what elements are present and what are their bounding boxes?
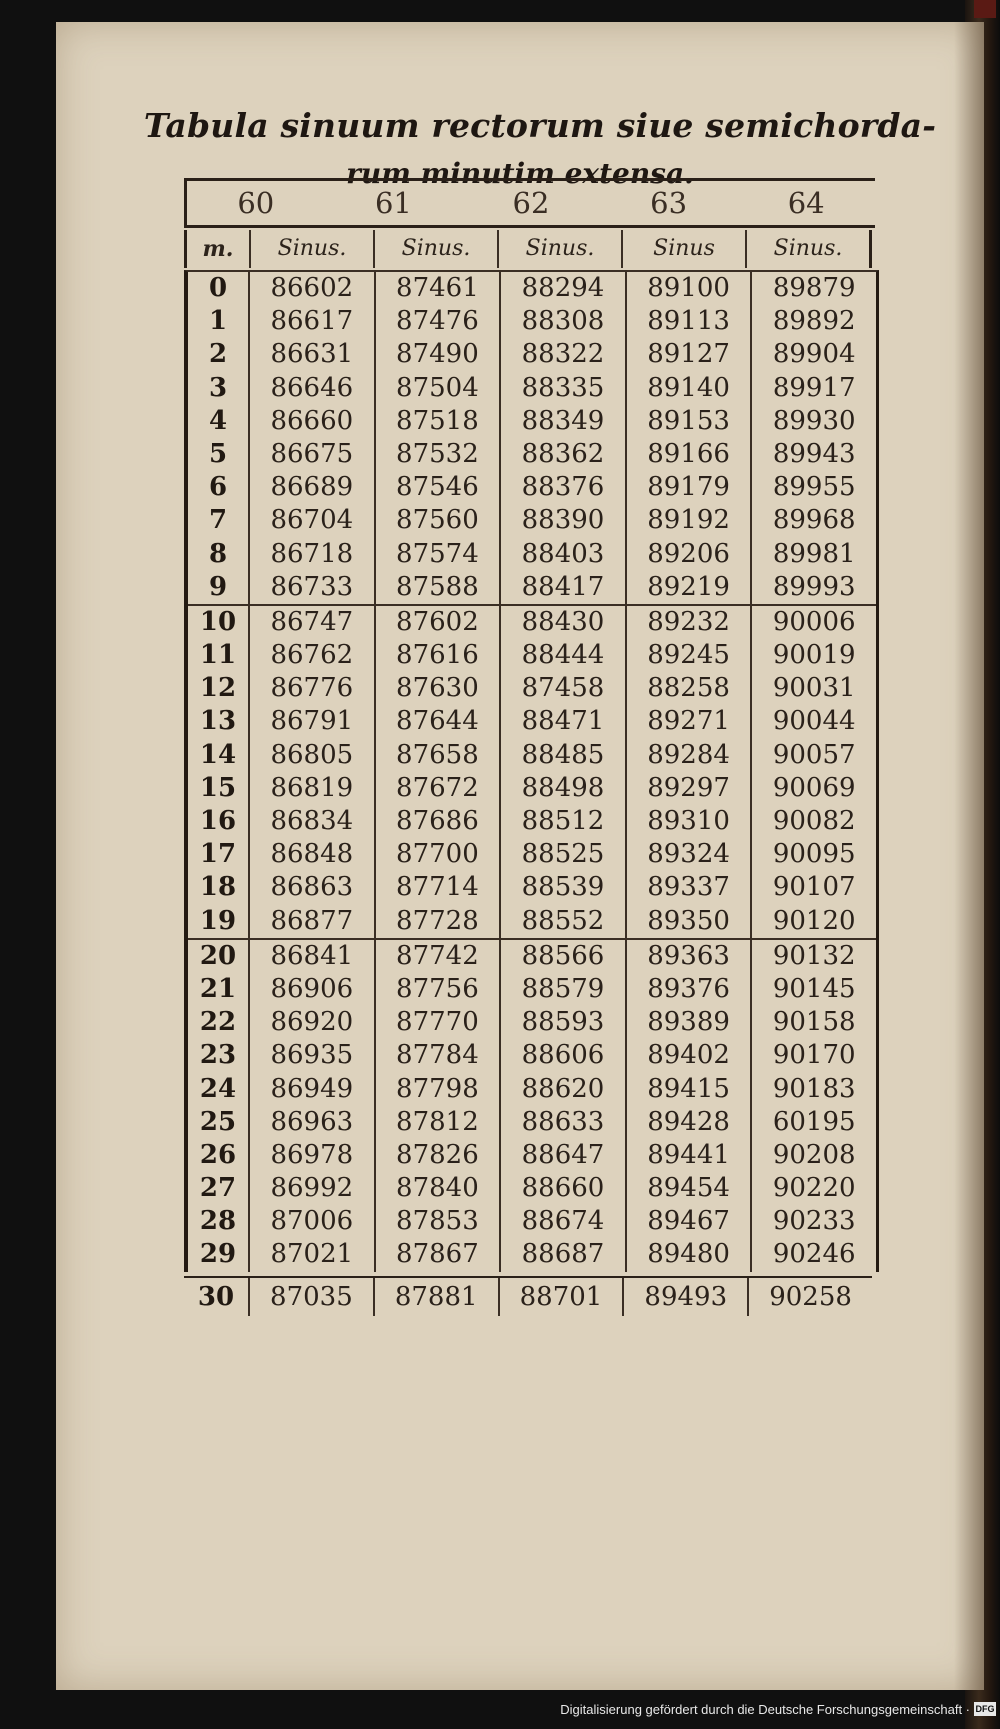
table-row [188, 1039, 876, 1072]
sine-value-cell: 88579 [499, 973, 625, 1006]
sine-value-cell: 87756 [374, 973, 500, 1006]
minute-cell: 8 [208, 538, 228, 569]
sine-value-cell: 87644 [374, 705, 500, 738]
sine-value-cell: 86704 [248, 504, 374, 537]
minute-cell: 27 [199, 1173, 237, 1204]
sine-value-cell: 87840 [374, 1172, 500, 1205]
sine-value-cell: 89324 [625, 838, 751, 871]
sine-value-cell: 88294 [499, 272, 625, 305]
digitization-footer [0, 1700, 1000, 1720]
sine-value-cell: 88390 [499, 504, 625, 537]
sine-value-cell: 86747 [248, 606, 374, 639]
sine-value-cell: 86863 [248, 871, 374, 904]
degree-label: 60 [237, 186, 275, 220]
sine-value-cell: 90158 [750, 1006, 876, 1039]
sine-value-cell: 89166 [625, 438, 751, 471]
sine-value-cell: 89943 [750, 438, 876, 471]
sine-value-cell: 88552 [499, 905, 625, 938]
table-row [188, 672, 876, 705]
table-row [188, 504, 876, 537]
sine-value-cell: 90208 [750, 1139, 876, 1172]
sine-value-cell: 87588 [374, 571, 500, 604]
sine-value-cell: 89441 [625, 1139, 751, 1172]
sine-value-cell: 90246 [750, 1238, 876, 1271]
sine-value-cell: 87770 [374, 1006, 500, 1039]
table-row [188, 1006, 876, 1039]
sine-value-cell: 86935 [248, 1039, 374, 1072]
sine-value-cell: 88485 [499, 739, 625, 772]
sine-value-cell: 87867 [374, 1238, 500, 1271]
sine-value-cell: 89297 [625, 772, 751, 805]
sine-value-cell: 89179 [625, 471, 751, 504]
sine-value-cell: 86906 [248, 973, 374, 1006]
table-row [188, 1205, 876, 1238]
sine-value-cell: 88674 [499, 1205, 625, 1238]
sinus-header: Sinus. [251, 230, 375, 268]
sine-value-cell: 87458 [499, 672, 625, 705]
table-row [188, 1238, 876, 1271]
sine-value-cell: 87574 [374, 538, 500, 571]
minute-cell: 21 [199, 973, 237, 1004]
sine-value-cell: 86675 [248, 438, 374, 471]
sine-value-cell: 86834 [248, 805, 374, 838]
minute-cell: 14 [199, 739, 237, 770]
sine-value-cell: 87812 [374, 1106, 500, 1139]
table-row [188, 838, 876, 871]
sine-value-cell: 87006 [248, 1205, 374, 1238]
sine-value-cell: 90258 [747, 1278, 872, 1316]
sine-value-cell: 90044 [750, 705, 876, 738]
title-line-2: rum minutim extensa. [346, 157, 694, 190]
sinus-header: Sinus [623, 230, 747, 268]
sine-value-cell: 89100 [625, 272, 751, 305]
sine-value-cell: 86805 [248, 739, 374, 772]
sine-value-cell: 90233 [750, 1205, 876, 1238]
sine-value-cell: 88335 [499, 372, 625, 405]
minute-cell: 13 [199, 706, 237, 737]
sine-value-cell: 86718 [248, 538, 374, 571]
sine-value-cell: 89467 [625, 1205, 751, 1238]
minute-cell: 11 [199, 640, 237, 671]
table-row [188, 871, 876, 904]
sine-value-cell: 87490 [374, 338, 500, 371]
sine-value-cell: 89968 [750, 504, 876, 537]
degree-label: 63 [650, 186, 688, 220]
table-row [188, 805, 876, 838]
sine-value-cell: 86949 [248, 1073, 374, 1106]
sine-value-cell: 86646 [248, 372, 374, 405]
sinus-header: Sinus. [747, 230, 872, 268]
minute-cell: 23 [199, 1040, 237, 1071]
sine-value-cell: 88512 [499, 805, 625, 838]
table-row [188, 606, 876, 639]
sine-value-cell: 89917 [750, 372, 876, 405]
sine-value-cell: 90006 [750, 606, 876, 639]
sine-value-cell: 86733 [248, 571, 374, 604]
sine-value-cell: 89879 [750, 272, 876, 305]
minute-cell: 12 [199, 673, 237, 704]
sine-value-cell: 88606 [499, 1039, 625, 1072]
table-row [188, 471, 876, 504]
sine-value-cell: 89454 [625, 1172, 751, 1205]
sine-value-cell: 87461 [374, 272, 500, 305]
table-row [188, 973, 876, 1006]
table-row-30 [184, 1276, 872, 1316]
sine-value-cell: 86631 [248, 338, 374, 371]
sine-value-cell: 87853 [374, 1205, 500, 1238]
minute-cell: 28 [199, 1206, 237, 1237]
sine-value-cell: 89337 [625, 871, 751, 904]
sine-value-cell: 87700 [374, 838, 500, 871]
minute-cell: 26 [199, 1139, 237, 1170]
sine-value-cell: 89904 [750, 338, 876, 371]
minute-cell: 19 [199, 905, 237, 936]
sine-value-cell: 90107 [750, 871, 876, 904]
sine-value-cell: 87616 [374, 639, 500, 672]
sine-value-cell: 87881 [373, 1278, 498, 1316]
sine-value-cell: 89428 [625, 1106, 751, 1139]
minute-cell: 18 [199, 872, 237, 903]
sine-value-cell: 87826 [374, 1139, 500, 1172]
minute-cell: 24 [199, 1073, 237, 1104]
column-header-row [184, 230, 872, 268]
sine-value-cell: 88430 [499, 606, 625, 639]
sinus-header: Sinus. [375, 230, 499, 268]
sine-value-cell: 86992 [248, 1172, 374, 1205]
sine-value-cell: 89206 [625, 538, 751, 571]
sine-value-cell: 88620 [499, 1073, 625, 1106]
sine-value-cell: 88498 [499, 772, 625, 805]
sine-value-cell: 88566 [499, 940, 625, 973]
sine-value-cell: 90095 [750, 838, 876, 871]
sine-value-cell: 89981 [750, 538, 876, 571]
sine-value-cell: 89415 [625, 1073, 751, 1106]
sine-value-cell: 87602 [374, 606, 500, 639]
table-row [188, 571, 876, 606]
sine-value-cell: 90069 [750, 772, 876, 805]
sine-value-cell: 89271 [625, 705, 751, 738]
table-row [188, 739, 876, 772]
sine-value-cell: 90120 [750, 905, 876, 938]
minute-cell: 1 [208, 306, 228, 337]
minute-cell: 3 [208, 372, 228, 403]
sine-value-cell: 88417 [499, 571, 625, 604]
sine-value-cell: 88525 [499, 838, 625, 871]
sine-value-cell: 89153 [625, 405, 751, 438]
table-row [188, 940, 876, 973]
minute-cell: 15 [199, 772, 237, 803]
sine-value-cell: 88376 [499, 471, 625, 504]
footer-text: Digitalisierung gefördert durch die Deutsche Forschungsgemeinschaft · [560, 1702, 970, 1717]
table-row [188, 372, 876, 405]
sine-value-cell: 88444 [499, 639, 625, 672]
sine-value-cell: 90145 [750, 973, 876, 1006]
sine-value-cell: 90082 [750, 805, 876, 838]
table-row [188, 405, 876, 438]
sine-value-cell: 87658 [374, 739, 500, 772]
sine-value-cell: 88660 [499, 1172, 625, 1205]
minute-cell: 10 [199, 606, 237, 637]
sine-value-cell: 86791 [248, 705, 374, 738]
sine-value-cell: 87798 [374, 1073, 500, 1106]
sine-value-cell: 89993 [750, 571, 876, 604]
table-row [188, 1139, 876, 1172]
sinus-header: Sinus. [499, 230, 623, 268]
sine-value-cell: 89192 [625, 504, 751, 537]
minute-cell: 9 [208, 571, 228, 602]
sine-value-cell: 86776 [248, 672, 374, 705]
minute-cell: 2 [208, 339, 228, 370]
table-row [188, 1106, 876, 1139]
sine-value-cell: 86617 [248, 305, 374, 338]
sine-value-cell: 87630 [374, 672, 500, 705]
sine-value-cell: 90031 [750, 672, 876, 705]
sine-value-cell: 88539 [499, 871, 625, 904]
sine-value-cell: 88308 [499, 305, 625, 338]
minute-cell: 20 [199, 940, 237, 971]
sine-value-cell: 89930 [750, 405, 876, 438]
sine-value-cell: 87546 [374, 471, 500, 504]
sine-value-cell: 86920 [248, 1006, 374, 1039]
minute-cell: 29 [199, 1239, 237, 1270]
table-row [188, 538, 876, 571]
sine-value-cell: 87714 [374, 871, 500, 904]
sine-value-cell: 89284 [625, 739, 751, 772]
sine-value-cell: 87504 [374, 372, 500, 405]
table-row [188, 1172, 876, 1205]
sine-table [184, 270, 879, 1272]
sine-value-cell: 89140 [625, 372, 751, 405]
sine-value-cell: 86689 [248, 471, 374, 504]
minute-cell: 16 [199, 806, 237, 836]
sine-value-cell: 88362 [499, 438, 625, 471]
sine-value-cell: 87021 [248, 1238, 374, 1271]
sine-value-cell: 86978 [248, 1139, 374, 1172]
sine-value-cell: 89127 [625, 338, 751, 371]
minute-cell: 4 [208, 405, 228, 436]
minute-cell: 5 [208, 438, 228, 469]
sine-value-cell: 88349 [499, 405, 625, 438]
sine-value-cell: 60195 [750, 1106, 876, 1139]
sine-value-cell: 86848 [248, 838, 374, 871]
title-line-1: Tabula sinuum rectorum siue semichorda- [143, 106, 937, 145]
table-row [188, 1073, 876, 1106]
sine-value-cell: 90019 [750, 639, 876, 672]
minute-cell: 30 [197, 1282, 235, 1312]
table-row [188, 438, 876, 471]
sine-value-cell: 90132 [750, 940, 876, 973]
sine-value-cell: 89350 [625, 905, 751, 938]
sine-value-cell: 89493 [622, 1278, 747, 1316]
sine-value-cell: 88647 [499, 1139, 625, 1172]
sine-value-cell: 87728 [374, 905, 500, 938]
sine-value-cell: 87686 [374, 805, 500, 838]
sine-value-cell: 86762 [248, 639, 374, 672]
sine-value-cell: 86841 [248, 940, 374, 973]
sine-value-cell: 86877 [248, 905, 374, 938]
degree-header-row [184, 178, 875, 228]
sine-value-cell: 90183 [750, 1073, 876, 1106]
sine-value-cell: 89232 [625, 606, 751, 639]
sine-value-cell: 87518 [374, 405, 500, 438]
sine-value-cell: 88687 [499, 1238, 625, 1271]
table-row [188, 338, 876, 371]
sine-value-cell: 89376 [625, 973, 751, 1006]
minutes-header: m. [184, 230, 251, 268]
table-row [188, 705, 876, 738]
minute-cell: 0 [208, 273, 228, 303]
sine-value-cell: 88471 [499, 705, 625, 738]
sine-value-cell: 90170 [750, 1039, 876, 1072]
minute-cell: 17 [199, 839, 237, 870]
sine-value-cell: 87476 [374, 305, 500, 338]
sine-value-cell: 88403 [499, 538, 625, 571]
sine-value-cell: 89219 [625, 571, 751, 604]
sine-value-cell: 89363 [625, 940, 751, 973]
sine-value-cell: 87532 [374, 438, 500, 471]
sine-value-cell: 88701 [498, 1278, 623, 1316]
table-row [188, 639, 876, 672]
sine-value-cell: 86819 [248, 772, 374, 805]
sine-value-cell: 87560 [374, 504, 500, 537]
minute-cell: 22 [199, 1007, 237, 1038]
minute-cell: 6 [208, 472, 228, 503]
sine-value-cell: 87784 [374, 1039, 500, 1072]
sine-value-cell: 89245 [625, 639, 751, 672]
sine-value-cell: 89892 [750, 305, 876, 338]
degree-label: 61 [374, 186, 412, 220]
sine-value-cell: 89310 [625, 805, 751, 838]
sine-value-cell: 88258 [625, 672, 751, 705]
degree-label: 64 [787, 186, 825, 220]
sine-value-cell: 90220 [750, 1172, 876, 1205]
dfg-logo: DFG [975, 1704, 995, 1714]
sine-value-cell: 86963 [248, 1106, 374, 1139]
sine-value-cell: 89113 [625, 305, 751, 338]
table-row [188, 905, 876, 940]
sine-value-cell: 86660 [248, 405, 374, 438]
sine-value-cell: 89955 [750, 471, 876, 504]
minute-cell: 7 [208, 505, 228, 536]
sine-value-cell: 89480 [625, 1238, 751, 1271]
degree-label: 62 [512, 186, 550, 220]
sine-value-cell: 88322 [499, 338, 625, 371]
sine-value-cell: 88633 [499, 1106, 625, 1139]
sine-value-cell: 86602 [248, 272, 374, 305]
sine-value-cell: 89389 [625, 1006, 751, 1039]
sine-value-cell: 90057 [750, 739, 876, 772]
sine-value-cell: 87742 [374, 940, 500, 973]
sine-value-cell: 89402 [625, 1039, 751, 1072]
sine-value-cell: 87035 [248, 1278, 373, 1316]
table-row [188, 305, 876, 338]
table-row [188, 772, 876, 805]
minute-cell: 25 [199, 1106, 237, 1137]
sine-value-cell: 88593 [499, 1006, 625, 1039]
sine-value-cell: 87672 [374, 772, 500, 805]
table-row [188, 272, 876, 305]
